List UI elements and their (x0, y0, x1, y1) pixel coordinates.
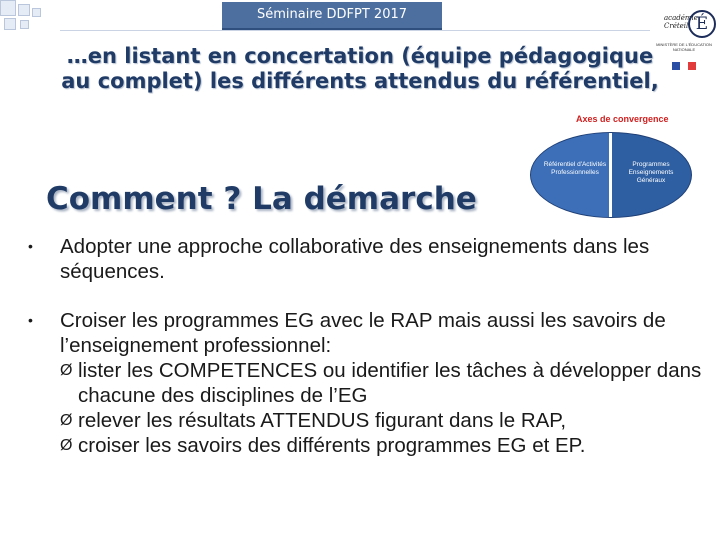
french-flag-icon (672, 62, 696, 70)
diagram-right-label: Programmes Enseignements Généraux (628, 161, 674, 184)
header-divider (60, 30, 650, 31)
bullet-icon: • (28, 312, 33, 328)
sub-list-item (60, 433, 708, 458)
logo-text: académie Créteil (664, 14, 698, 30)
logo-e-icon: É (688, 10, 716, 38)
academie-logo (652, 10, 716, 72)
sub-bullet-text: relever les résultats ATTENDUS figurant dans le RAP, (78, 409, 567, 432)
sub-list-item (60, 408, 708, 433)
slide-heading: Comment ? La démarche (46, 181, 477, 217)
diagram-left-label: Référentiel d'Activités Professionnelles (543, 161, 607, 176)
ministry-text: MINISTÈRE DE L'ÉDUCATION NATIONALE (656, 42, 712, 52)
convergence-ellipse (530, 132, 692, 218)
convergence-diagram (516, 110, 702, 218)
bullet-list (28, 234, 708, 458)
bullet-icon: • (28, 238, 33, 254)
diagram-caption: Axes de convergence (576, 114, 669, 124)
list-item (28, 234, 708, 284)
bullet-text: Croiser les programmes EG avec le RAP mais aussi les savoirs de l’enseignement professionnel: (60, 309, 666, 357)
list-item (28, 308, 708, 458)
sub-bullet-text: lister les COMPETENCES ou identifier les tâches à développer dans chacune des disciplines de l’EG (78, 359, 702, 407)
bullet-text: Adopter une approche collaborative des enseignements dans les séquences. (60, 235, 650, 283)
decorative-squares (0, 0, 70, 40)
sub-list-item (60, 358, 708, 408)
header-bar (222, 2, 442, 30)
sub-bullet-text: croiser les savoirs des différents programmes EG et EP. (78, 434, 586, 457)
header-title: Séminaire DDFPT 2017 (256, 7, 408, 22)
arrow-bullet-icon: Ø (60, 437, 73, 454)
arrow-bullet-icon: Ø (60, 412, 73, 429)
slide-subtitle: …en listant en concertation (équipe pédagogique au complet) les différents attendus du référentiel, (61, 44, 659, 93)
arrow-bullet-icon: Ø (60, 362, 73, 379)
